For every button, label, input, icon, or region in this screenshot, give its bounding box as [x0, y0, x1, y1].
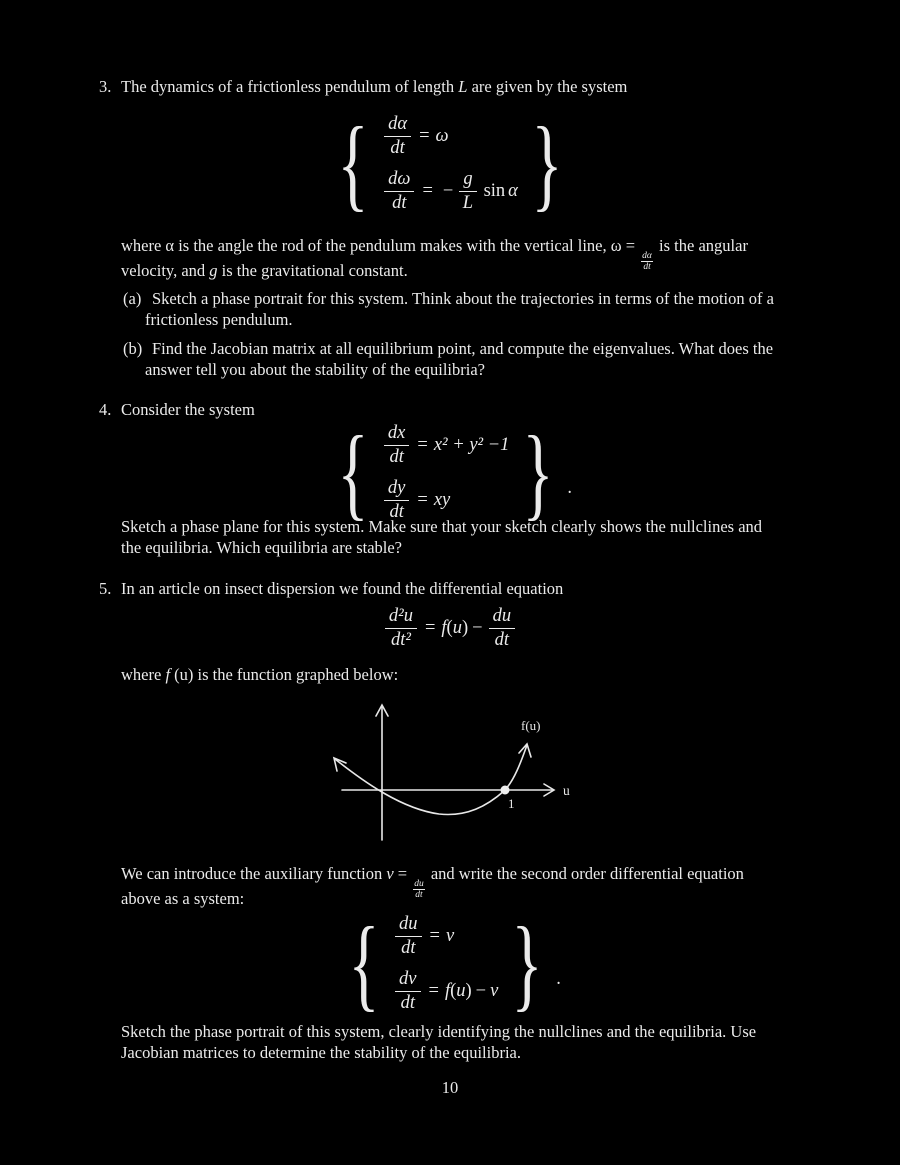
item-a-marker: (a) [123, 289, 142, 308]
page-number: 10 [441, 1078, 459, 1097]
problem-3a-line-1: (a) Sketch a phase portrait for this system. Think about the trajectories in terms of the motion of a [123, 289, 774, 308]
u-axis-label: u [563, 783, 570, 798]
equation-row: $\frac{dx}{dt}$ = x² + y² −1 [382, 423, 510, 469]
right-brace: } [522, 415, 554, 531]
problem-5-intro: 5. In an article on insect dispersion we found the differential equation [99, 579, 564, 598]
left-brace: { [348, 906, 380, 1022]
curve-label: f(u) [521, 718, 541, 733]
pendulum-system-equation [0, 106, 900, 222]
problem-3-intro: 3. The dynamics of a frictionless pendulum of length L are given by the system [99, 77, 628, 96]
problem-3a-line-2: frictionless pendulum. [145, 310, 293, 329]
equation-row: $\frac{d\omega}{dt}$ = − $\frac{g}{L}$ sin α [382, 169, 518, 215]
problem-5-graph-intro: where f (u) is the function graphed below: [121, 665, 399, 684]
point-one-label: 1 [508, 796, 515, 811]
problem-3-where-line-1: where α is the angle the rod of the pendulum makes with the vertical line, ω = $\frac{d\alpha}{dt}$ is the angular [121, 236, 748, 273]
equation-period: . [567, 477, 572, 498]
problem-4-intro: 4. Consider the system [99, 400, 255, 419]
problem-3-number: 3. [99, 77, 112, 96]
f-curve [335, 745, 527, 814]
equation-row: $\frac{d\alpha}{dt}$ = ω [382, 114, 448, 160]
problem-5-task-line-2: Jacobian matrices to determine the stability of the equilibria. [121, 1043, 521, 1062]
equation-row: $\frac{dy}{dt}$ = xy [382, 478, 450, 524]
zero-point-marker [501, 786, 510, 795]
problem-3b-line-2: answer tell you about the stability of the equilibria? [145, 360, 485, 379]
problem-5-aux-line-2: above as a system: [121, 889, 245, 908]
f-of-u-graph [318, 698, 578, 848]
left-brace: { [337, 106, 369, 222]
problem-3b-line-1: (b) Find the Jacobian matrix at all equilibrium point, and compute the eigenvalues. What does the [123, 339, 774, 358]
equation-row: $\frac{dv}{dt}$ = f ( u ) − v [393, 969, 498, 1015]
second-order-ode-equation: $\frac{\text{d²u}}{\text{dt²}}$ = f ( u ) − $\frac{du}{dt}$ [0, 606, 900, 652]
right-brace: } [531, 106, 563, 222]
problem-4-number: 4. [99, 400, 112, 419]
equation-row: $\frac{du}{dt}$ = v [393, 914, 454, 960]
problem-5-number: 5. [99, 579, 112, 598]
problem-5-task-line-1: Sketch the phase portrait of this system, clearly identifying the nullclines and the equilibria. Use [121, 1022, 757, 1041]
problem-3-where-line-2: velocity, and g is the gravitational constant. [121, 261, 408, 280]
right-brace: } [511, 906, 543, 1022]
uv-system-equation [0, 906, 900, 1022]
item-b-marker: (b) [123, 339, 143, 358]
left-brace: { [337, 415, 369, 531]
problem-4-task-line-2: the equilibria. Which equilibria are stable? [121, 538, 402, 557]
equation-period: . [556, 968, 561, 989]
problem-5-aux-line-1: We can introduce the auxiliary function v = $\frac{du}{dt}$ and write the second order differential equation [121, 864, 744, 901]
problem-4-task-line-1: Sketch a phase plane for this system. Make sure that your sketch clearly shows the nullclines and [121, 517, 763, 536]
